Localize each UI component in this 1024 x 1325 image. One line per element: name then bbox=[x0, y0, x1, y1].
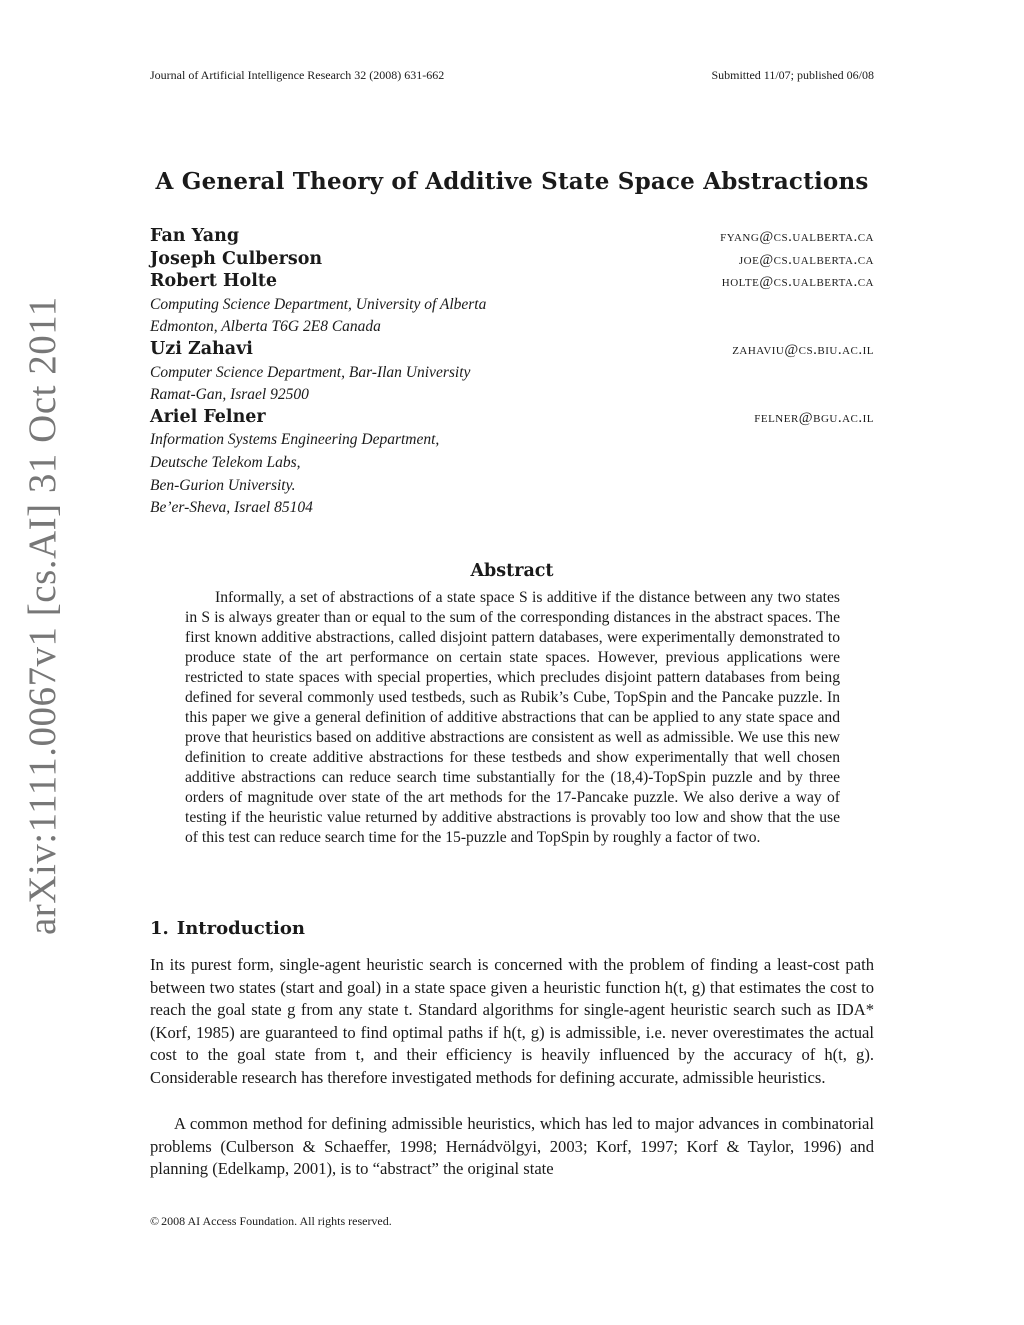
section-heading bbox=[150, 918, 305, 939]
submission-dates: Submitted 11/07; published 06/08 bbox=[711, 68, 874, 82]
author-name: Joseph Culberson bbox=[150, 248, 323, 269]
author-name: Robert Holte bbox=[150, 271, 278, 292]
copyright-symbol: © bbox=[150, 1214, 160, 1228]
affiliation-line: Be’er-Sheva, Israel 85104 bbox=[150, 499, 313, 517]
section-number: 1. bbox=[150, 918, 169, 939]
author-email[interactable]: holte@cs.ualberta.ca bbox=[721, 274, 874, 291]
affiliation-line: Edmonton, Alberta T6G 2E8 Canada bbox=[150, 318, 381, 336]
author-name: Fan Yang bbox=[150, 226, 240, 246]
affiliation-line: Deutsche Telekom Labs, bbox=[150, 453, 301, 471]
affiliation-line: Computing Science Department, University of Alberta bbox=[150, 295, 487, 313]
paper-title: A General Theory of Additive State Space Abstractions bbox=[155, 168, 869, 195]
author-name: Uzi Zahavi bbox=[150, 338, 253, 359]
author-block bbox=[150, 226, 874, 520]
section-title: Introduction bbox=[176, 918, 305, 939]
body-paragraph: In its purest form, single-agent heuristic search is concerned with the problem of finding a least-cost path between two states (start and goal) in a state space given a heuristic function h(t, g) that estimates the cost to reach the goal state g from any state t. Standard algorithms for single-agent heuristic search such as IDA* (Korf, 1985) are guaranteed to find optimal paths if h(t, g) is admissible, i.e. never overestimates the actual cost to the goal state from t, and their efficiency is heavily influenced by the accuracy of h(t, g). Considerable research has therefore investigated methods for defining accurate, admissible heuristics. bbox=[150, 955, 874, 1087]
author-row bbox=[150, 271, 874, 294]
author-row bbox=[150, 339, 874, 362]
copyright-text: 2008 AI Access Foundation. All rights reserved. bbox=[161, 1214, 392, 1228]
copyright-notice bbox=[150, 1214, 392, 1229]
affiliation-line: Computer Science Department, Bar-Ilan University bbox=[150, 363, 471, 381]
author-email[interactable]: joe@cs.ualberta.ca bbox=[738, 251, 874, 268]
author-row bbox=[150, 249, 874, 272]
author-email[interactable]: felner@bgu.ac.il bbox=[754, 409, 874, 426]
author-email[interactable]: zahaviu@cs.biu.ac.il bbox=[732, 341, 874, 358]
affiliation-line: Ben-Gurion University. bbox=[150, 476, 296, 494]
author-email[interactable]: fyang@cs.ualberta.ca bbox=[720, 229, 874, 245]
author-row bbox=[150, 407, 874, 430]
abstract-heading: Abstract bbox=[470, 561, 554, 581]
journal-header: Journal of Artificial Intelligence Research 32 (2008) 631-662 bbox=[150, 68, 445, 82]
abstract-text: Informally, a set of abstractions of a state space S is additive if the distance between any two states in S is always greater than or equal to the sum of the corresponding distances in the abstract spaces. The first known additive abstractions, called disjoint pattern databases, were experimentally demonstrated to produce state of the art performance on certain state spaces. However, previous applications were restricted to state spaces with special properties, which precludes disjoint pattern databases from being defined for several commonly used testbeds, such as Rubik’s Cube, TopSpin and the Pancake puzzle. In this paper we give a general definition of additive abstractions that can be applied to any state space and prove that heuristics based on additive abstractions are consistent as well as admissible. We use this new definition to create additive abstractions for these testbeds and show experimentally that well chosen additive abstractions can reduce search time substantially for the (18,4)-TopSpin puzzle and by three orders of magnitude over state of the art methods for the 17-Pancake puzzle. We also derive a way of testing if the heuristic value returned by additive abstractions is provably too low and show that the use of this test can reduce search time for the 15-puzzle and TopSpin by roughly a factor of two. bbox=[185, 589, 840, 846]
author-row bbox=[150, 226, 874, 249]
arxiv-identifier: arXiv:1111.0067v1 [cs.AI] 31 Oct 2011 bbox=[21, 296, 64, 935]
author-name: Ariel Felner bbox=[150, 406, 266, 427]
body-paragraph: A common method for defining admissible heuristics, which has led to major advances in combinatorial problems (Culberson & Schaeffer, 1998; Hernádvölgyi, 2003; Korf, 1997; Korf & Taylor, 1996) and planning (Edelkamp, 2001), is to “abstract” the original state bbox=[150, 1114, 874, 1179]
affiliation-line: Information Systems Engineering Department, bbox=[150, 431, 440, 449]
affiliation-line: Ramat-Gan, Israel 92500 bbox=[150, 386, 309, 404]
